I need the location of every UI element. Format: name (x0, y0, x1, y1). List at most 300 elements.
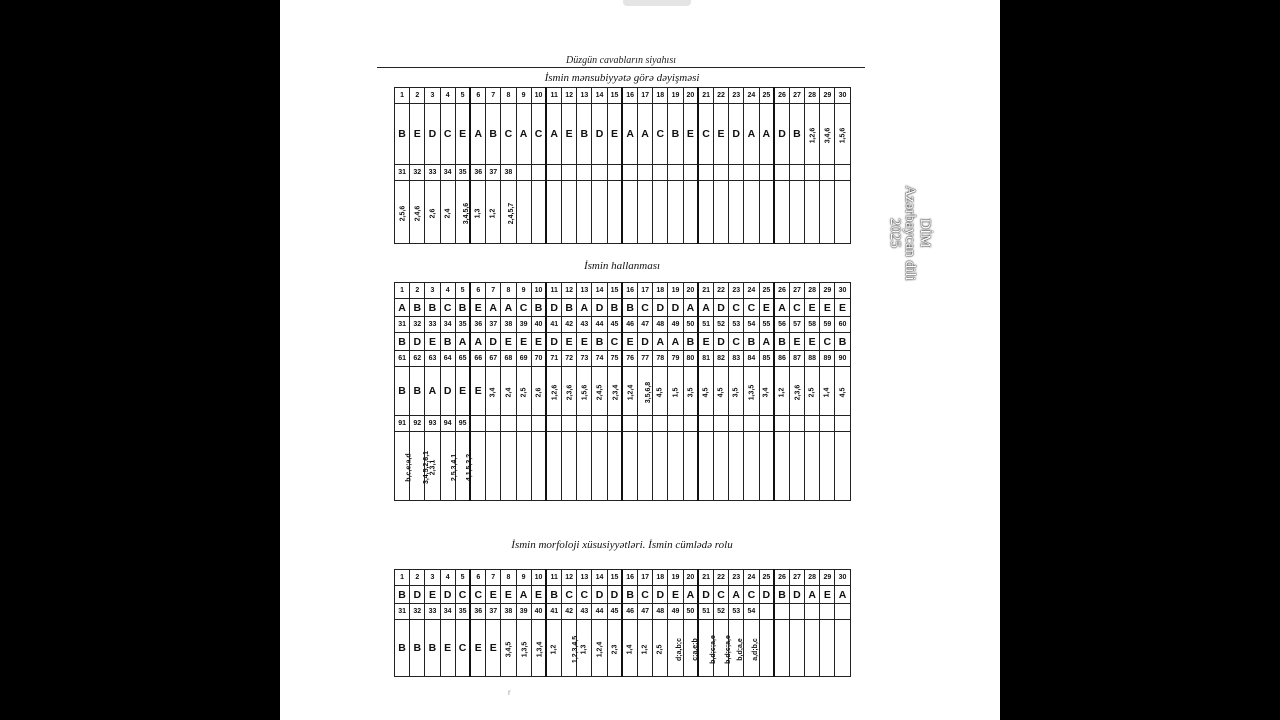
question-number-cell: 10 (531, 570, 546, 586)
answer-cell (486, 181, 501, 244)
answer-cell (425, 333, 440, 351)
question-number-cell: 22 (713, 570, 728, 586)
answer-cell (470, 586, 485, 604)
question-number-cell (622, 416, 637, 432)
answer-cell (729, 367, 744, 416)
answer-cell (622, 104, 637, 165)
answer-text: B (413, 301, 422, 314)
answer-cell (410, 586, 425, 604)
answer-text: C (732, 301, 741, 314)
answer-cell (713, 181, 728, 244)
question-number-cell: 4 (440, 88, 455, 104)
question-number-cell (835, 416, 850, 432)
question-number-cell: 26 (774, 570, 789, 586)
answer-cell (653, 367, 668, 416)
answer-text: 2,5 (520, 387, 528, 398)
question-number-cell: 33 (425, 317, 440, 333)
answer-cell (638, 586, 653, 604)
number-row (395, 317, 851, 333)
answer-text: C (504, 128, 513, 140)
question-number-cell: 50 (683, 317, 698, 333)
question-number-cell (516, 416, 531, 432)
answer-text: E (717, 128, 725, 140)
answer-cell (820, 432, 835, 501)
answer-text: E (565, 128, 573, 140)
question-number-cell: 12 (562, 283, 577, 299)
answer-cell (729, 104, 744, 165)
question-number-cell: 92 (410, 416, 425, 432)
answer-cell (622, 367, 637, 416)
answer-text: 2,6 (428, 208, 436, 219)
question-number-cell: 60 (835, 317, 850, 333)
answer-text: C (717, 588, 725, 601)
section-title-2: İsmin hallanması (583, 260, 661, 272)
answer-cell (516, 432, 531, 501)
answer-text: E (459, 128, 467, 140)
question-number-cell: 3 (425, 88, 440, 104)
question-number-cell (531, 416, 546, 432)
question-number-cell (698, 416, 713, 432)
question-number-cell: 15 (607, 570, 622, 586)
question-number-cell: 13 (577, 570, 592, 586)
question-number-cell: 52 (713, 604, 728, 620)
question-number-cell: 2 (410, 283, 425, 299)
question-number-cell: 27 (789, 283, 804, 299)
question-number-cell: 9 (516, 88, 531, 104)
answer-cell (774, 333, 789, 351)
question-number-cell: 25 (759, 88, 774, 104)
question-number-cell: 18 (653, 88, 668, 104)
answer-cell (425, 586, 440, 604)
answer-cell (789, 299, 804, 317)
answer-cell (820, 620, 835, 677)
answer-cell (607, 586, 622, 604)
answer-text: D (717, 301, 725, 314)
answer-cell (546, 367, 561, 416)
question-number-cell: 61 (395, 351, 410, 367)
question-number-cell: 19 (668, 283, 683, 299)
answer-cell (562, 104, 577, 165)
answer-text: E (504, 335, 512, 348)
question-number-cell (805, 165, 820, 181)
answer-text: A (656, 335, 665, 348)
answer-cell (653, 432, 668, 501)
answer-text: B (443, 335, 452, 348)
answer-text: B (413, 642, 422, 654)
answer-cell (607, 620, 622, 677)
answer-cell (592, 299, 607, 317)
answer-text: A (474, 128, 483, 140)
question-number-cell: 11 (546, 570, 561, 586)
question-number-cell: 25 (759, 283, 774, 299)
answer-text: C (641, 301, 649, 314)
answer-cell (455, 620, 470, 677)
answer-text: E (413, 128, 421, 140)
question-number-cell (592, 416, 607, 432)
answer-text: E (610, 128, 618, 140)
answer-cell (759, 367, 774, 416)
answer-cell (820, 299, 835, 317)
question-number-cell (668, 165, 683, 181)
answer-text: E (686, 128, 694, 140)
answer-text: D (778, 128, 786, 140)
answer-cell (546, 299, 561, 317)
answer-cell (562, 299, 577, 317)
answer-text: D (793, 588, 801, 601)
answer-text: A (504, 301, 513, 314)
question-number-cell (729, 165, 744, 181)
question-number-cell: 52 (713, 317, 728, 333)
answer-cell (395, 299, 410, 317)
question-number-cell: 2 (410, 570, 425, 586)
answer-cell (683, 367, 698, 416)
answer-cell (410, 299, 425, 317)
answer-text: 3,4 (489, 387, 497, 398)
answer-text: C (793, 301, 801, 314)
answer-text: 3,4,5 (505, 641, 513, 658)
answer-text: D (595, 128, 604, 140)
answer-text: 4,5 (717, 387, 725, 398)
answer-cell (638, 104, 653, 165)
answer-cell (622, 299, 637, 317)
question-number-cell: 29 (820, 88, 835, 104)
answer-cell (622, 333, 637, 351)
answer-text: 3,5 (686, 387, 694, 398)
question-number-cell: 5 (455, 88, 470, 104)
question-number-cell: 21 (698, 570, 713, 586)
answer-cell (698, 181, 713, 244)
answer-text: E (474, 642, 482, 654)
answer-cell (668, 586, 683, 604)
question-number-cell: 86 (774, 351, 789, 367)
answer-cell (425, 620, 440, 677)
question-number-cell: 31 (395, 165, 410, 181)
question-number-cell: 14 (592, 283, 607, 299)
answer-cell (607, 333, 622, 351)
answer-text: A (519, 588, 528, 601)
answer-cell (805, 181, 820, 244)
question-number-cell (607, 165, 622, 181)
answer-cell (713, 299, 728, 317)
header-rule (377, 67, 865, 68)
answer-cell (759, 299, 774, 317)
answer-cell (638, 432, 653, 501)
answer-text: 1,3 (474, 208, 482, 219)
question-number-cell: 40 (531, 604, 546, 620)
question-number-cell: 8 (501, 570, 516, 586)
answer-cell (410, 367, 425, 416)
question-number-cell (774, 165, 789, 181)
answer-text: E (535, 335, 543, 348)
answer-text: D (595, 588, 604, 601)
answer-cell (470, 333, 485, 351)
question-number-cell: 12 (562, 570, 577, 586)
answer-text: E (474, 301, 482, 314)
question-number-cell: 30 (835, 570, 850, 586)
question-number-cell: 20 (683, 283, 698, 299)
answer-text: E (489, 642, 497, 654)
answer-cell (546, 620, 561, 677)
answer-text: A (550, 128, 559, 140)
question-number-cell (789, 165, 804, 181)
answer-text: C (458, 588, 467, 601)
answer-cell (516, 181, 531, 244)
question-number-cell: 64 (440, 351, 455, 367)
question-number-cell: 46 (622, 604, 637, 620)
answer-cell (486, 367, 501, 416)
answer-text: E (580, 335, 588, 348)
answer-cell (410, 181, 425, 244)
question-number-cell: 24 (744, 283, 759, 299)
answer-cell (820, 367, 835, 416)
answer-text: D (550, 335, 559, 348)
question-number-cell: 15 (607, 88, 622, 104)
answer-text: D (717, 335, 725, 348)
answer-text: E (428, 335, 436, 348)
answer-text: b,c,e;a,d (405, 453, 413, 482)
answer-text: B (686, 335, 695, 348)
answer-text: B (534, 301, 543, 314)
question-number-cell: 16 (622, 88, 637, 104)
question-number-cell: 56 (774, 317, 789, 333)
answer-cell (440, 333, 455, 351)
answer-text: E (762, 301, 770, 314)
answer-cell (805, 432, 820, 501)
answer-cell (410, 104, 425, 165)
answer-cell (698, 620, 718, 677)
question-number-cell: 42 (562, 317, 577, 333)
question-number-cell: 11 (546, 88, 561, 104)
answer-cell (501, 367, 516, 416)
question-number-cell: 44 (592, 604, 607, 620)
question-number-cell: 51 (698, 317, 713, 333)
answer-cell (531, 432, 546, 501)
answer-cell (470, 620, 485, 677)
answer-cell (820, 104, 835, 165)
question-number-cell: 14 (592, 88, 607, 104)
answer-cell (546, 333, 561, 351)
question-number-cell: 4 (440, 283, 455, 299)
document-header: Düzgün cavabların siyahısı (566, 55, 676, 66)
answer-text: A (580, 301, 589, 314)
question-number-cell: 13 (577, 88, 592, 104)
answer-text: C (565, 588, 573, 601)
answer-text: 3,5 (732, 387, 740, 398)
answer-cell (501, 620, 516, 677)
question-number-cell (592, 165, 607, 181)
answer-text: 1,5,6 (581, 384, 589, 401)
question-number-cell: 38 (501, 604, 516, 620)
answer-cell (774, 620, 789, 677)
answer-row (395, 620, 851, 677)
answer-cell (805, 620, 820, 677)
answer-cell (546, 432, 561, 501)
answer-text: B (489, 128, 498, 140)
question-number-cell: 46 (622, 317, 637, 333)
answer-cell (789, 333, 804, 351)
answer-cell (592, 104, 607, 165)
question-number-cell: 38 (501, 165, 516, 181)
answer-cell (455, 104, 470, 165)
question-number-cell: 26 (774, 283, 789, 299)
question-number-cell: 20 (683, 88, 698, 104)
question-number-cell (805, 416, 820, 432)
question-number-cell: 35 (455, 604, 470, 620)
answer-row (395, 432, 851, 501)
question-number-cell: 1 (395, 88, 410, 104)
answer-text: A (641, 128, 649, 140)
question-number-cell: 28 (805, 570, 820, 586)
question-number-cell: 62 (410, 351, 425, 367)
answer-cell (820, 181, 835, 244)
answer-cell (562, 620, 580, 677)
question-number-cell: 17 (638, 283, 653, 299)
question-number-cell: 45 (607, 317, 622, 333)
question-number-cell: 37 (486, 604, 501, 620)
answer-text: E (839, 301, 847, 314)
question-number-cell: 51 (698, 604, 713, 620)
answer-text: E (823, 588, 831, 601)
watermark-line-2: Azərbaycan dili (902, 185, 919, 281)
question-number-cell: 22 (713, 283, 728, 299)
answer-cell (425, 299, 440, 317)
answer-cell (638, 181, 653, 244)
question-number-cell (835, 604, 850, 620)
answer-cell (653, 333, 668, 351)
answer-text: B (626, 588, 634, 601)
answer-cell (744, 367, 759, 416)
question-number-cell (698, 165, 713, 181)
answer-text: E (626, 335, 634, 348)
answer-text: B (398, 335, 406, 348)
answer-cell (683, 104, 698, 165)
answer-cell (455, 586, 470, 604)
answer-text: 4,1,5,3,2 (465, 453, 473, 482)
question-number-cell: 31 (395, 317, 410, 333)
answer-cell (516, 586, 531, 604)
answer-text: B (580, 128, 589, 140)
answer-text: 1,2,3,4,5 (572, 635, 580, 664)
answer-cell (577, 432, 592, 501)
footnote-mark: r (508, 688, 511, 697)
answer-text: E (702, 335, 710, 348)
answer-text: E (535, 588, 543, 601)
answer-text: C (656, 128, 665, 140)
answer-cell (713, 367, 728, 416)
answer-table-2 (394, 282, 851, 501)
answer-text: A (686, 301, 695, 314)
answer-cell (546, 586, 561, 604)
answer-cell (501, 181, 516, 244)
answer-cell (455, 299, 470, 317)
question-number-cell: 18 (653, 570, 668, 586)
answer-cell (744, 104, 759, 165)
answer-cell (470, 181, 485, 244)
question-number-cell: 10 (531, 283, 546, 299)
question-number-cell: 1 (395, 570, 410, 586)
answer-cell (683, 432, 698, 501)
section-title-1: İsmin mənsubiyyətə görə dəyişməsi (544, 72, 700, 84)
question-number-cell (577, 416, 592, 432)
answer-cell (653, 586, 668, 604)
question-number-cell: 7 (486, 283, 501, 299)
answer-cell (820, 586, 835, 604)
answer-text: 2,4,5,7 (508, 202, 516, 225)
answer-cell (774, 432, 789, 501)
answer-text: b,d;a,e (736, 638, 744, 661)
answer-text: C (702, 128, 710, 140)
answer-text: A (838, 588, 847, 601)
answer-text: A (808, 588, 816, 601)
answer-cell (759, 432, 774, 501)
answer-text: D (443, 385, 452, 397)
question-number-cell: 32 (410, 165, 425, 181)
answer-cell (486, 586, 501, 604)
answer-text: C (732, 335, 741, 348)
answer-cell (622, 432, 637, 501)
answer-text: a,d;b,c (752, 638, 760, 661)
question-number-cell (729, 416, 744, 432)
answer-cell (683, 333, 698, 351)
answer-cell (607, 104, 622, 165)
question-number-cell (653, 165, 668, 181)
answer-cell (546, 104, 561, 165)
answer-cell (774, 104, 789, 165)
question-number-cell: 25 (759, 570, 774, 586)
question-number-cell: 54 (744, 604, 759, 620)
answer-cell (501, 586, 516, 604)
question-number-cell (683, 165, 698, 181)
question-number-cell: 18 (653, 283, 668, 299)
answer-cell (607, 181, 622, 244)
answer-text: 3,4 (762, 387, 770, 398)
answer-text: B (398, 588, 406, 601)
answer-table-1 (394, 87, 851, 244)
answer-cell (592, 333, 607, 351)
answer-text: 1,3 (580, 644, 588, 655)
answer-cell (774, 181, 789, 244)
answer-cell (486, 432, 501, 501)
question-number-cell: 9 (516, 570, 531, 586)
answer-text: 2,4,5 (596, 384, 604, 401)
answer-text: D (413, 335, 422, 348)
answer-text: 2,3,1 (429, 459, 437, 476)
question-number-cell: 42 (562, 604, 577, 620)
question-number-cell: 34 (440, 165, 455, 181)
answer-cell (638, 299, 653, 317)
answer-cell (410, 620, 425, 677)
answer-cell (622, 586, 637, 604)
answer-cell (425, 104, 440, 165)
answer-cell (744, 181, 759, 244)
question-number-cell: 21 (698, 88, 713, 104)
question-number-cell: 41 (546, 604, 561, 620)
answer-cell (698, 586, 713, 604)
answer-cell (577, 299, 592, 317)
answer-cell (638, 333, 653, 351)
answer-cell (759, 333, 774, 351)
answer-cell (835, 432, 850, 501)
question-number-cell: 77 (638, 351, 653, 367)
answer-text: 2,5 (656, 644, 664, 655)
answer-text: A (747, 128, 756, 140)
question-number-cell: 55 (759, 317, 774, 333)
section-title-3: İsmin morfoloji xüsusiyyətləri. İsmin cümlədə rolu (511, 539, 733, 551)
answer-cell (395, 181, 410, 244)
answer-text: 2,4 (504, 387, 512, 398)
answer-cell (789, 432, 804, 501)
answer-cell (395, 104, 410, 165)
